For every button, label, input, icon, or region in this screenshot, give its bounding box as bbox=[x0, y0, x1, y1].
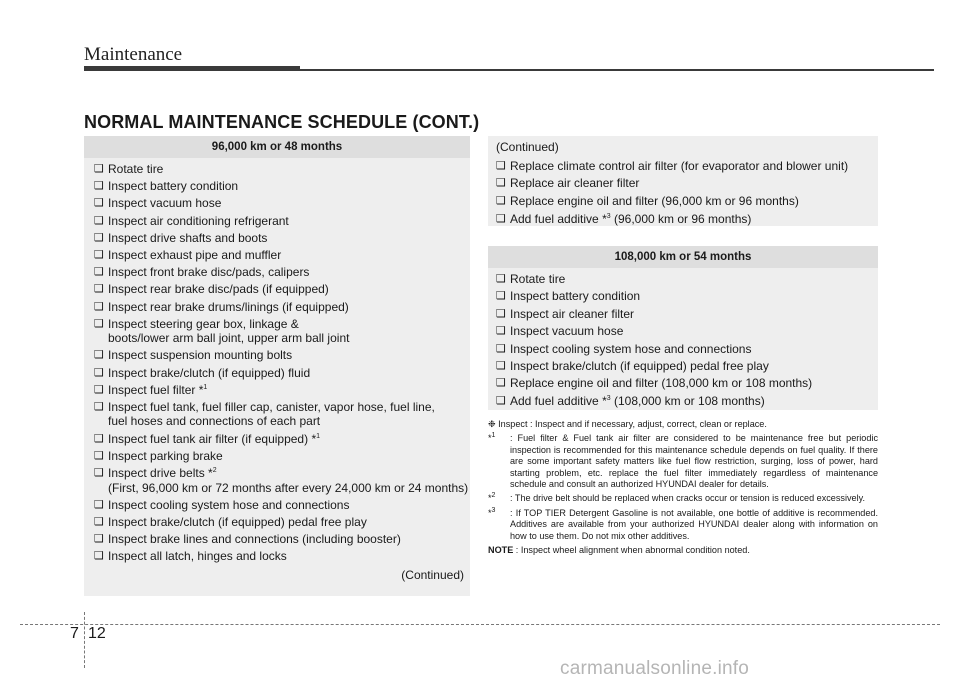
checklist-item bbox=[496, 394, 878, 409]
page-heading: NORMAL MAINTENANCE SCHEDULE (CONT.) bbox=[84, 112, 480, 132]
checkbox-icon: ❑ bbox=[94, 498, 104, 511]
checklist-item bbox=[94, 466, 470, 495]
footnote-marker: 1 bbox=[203, 383, 208, 391]
footnote-1: *$^1$ : Fuel filter & Fuel tank air filter are considered to be maintenance free but periodic inspection is recommended for this maintenance schedule depends on fuel quality. If there are some important safety matters like fuel flow restriction, surging, loss of power, hard starting problem, etc. replace the fuel filter immediately regardless of maintenance schedule and consult an authorized HYUNDAI dealer for details. bbox=[488, 432, 878, 490]
footnote-marker: 3 bbox=[606, 212, 611, 220]
checklist-item bbox=[94, 214, 470, 229]
schedule-box-continued bbox=[488, 136, 878, 226]
checklist-item bbox=[496, 159, 878, 174]
checklist-item-text: Inspect vacuum hose bbox=[510, 324, 624, 339]
checklist-item bbox=[496, 272, 878, 287]
footnotes bbox=[488, 419, 878, 559]
checkbox-icon: ❑ bbox=[496, 194, 506, 207]
checklist-item bbox=[496, 212, 878, 227]
checkbox-icon: ❑ bbox=[94, 248, 104, 261]
item-list bbox=[488, 268, 878, 415]
checklist-item-text: Inspect rear brake disc/pads (if equipped) bbox=[108, 282, 329, 297]
chapter-number: 7 bbox=[70, 625, 79, 642]
checklist-item bbox=[496, 359, 878, 374]
checkbox-icon: ❑ bbox=[496, 159, 506, 172]
checkbox-icon: ❑ bbox=[94, 515, 104, 528]
checkbox-icon: ❑ bbox=[496, 342, 506, 355]
checkbox-icon: ❑ bbox=[94, 283, 104, 296]
footnote-inspect: ❉ Inspect : Inspect and if necessary, adjust, correct, clean or replace. bbox=[488, 419, 767, 429]
footnote-2: *$^2$ : The drive belt should be replaced when cracks occur or tension is reduced excessively. bbox=[488, 492, 866, 504]
footnote-marker: 3 bbox=[606, 394, 611, 402]
checklist-item-text: Inspect air conditioning refrigerant bbox=[108, 213, 289, 228]
section-title: Maintenance bbox=[84, 44, 183, 65]
footnote-3: *$^3$ : If TOP TIER Detergent Gasoline is not available, one bottle of additive is recommended. Additives are available from your authorized HYUNDAI dealer along with information on how to use them. Do not mix other additives. bbox=[488, 506, 878, 541]
schedule-box-title: 96,000 km or 48 months bbox=[84, 136, 470, 158]
footnote-marker: 2 bbox=[212, 467, 217, 474]
checklist-item bbox=[496, 289, 878, 304]
checklist-item-text: Inspect cooling system hose and connections bbox=[108, 497, 350, 512]
continued-label: (Continued) bbox=[401, 568, 464, 583]
checklist-item bbox=[496, 342, 878, 357]
checklist-item bbox=[94, 532, 470, 547]
checklist-item bbox=[94, 449, 470, 464]
checklist-item bbox=[94, 432, 470, 447]
checklist-item bbox=[94, 400, 470, 429]
checklist-item bbox=[94, 383, 470, 398]
checklist-item bbox=[94, 248, 470, 263]
footnote-note: NOTE : Inspect wheel alignment when abnormal condition noted. bbox=[488, 545, 750, 556]
checkbox-icon: ❑ bbox=[94, 180, 104, 193]
checkbox-icon: ❑ bbox=[496, 359, 506, 372]
checkbox-icon: ❑ bbox=[496, 273, 506, 285]
checkbox-icon: ❑ bbox=[496, 377, 506, 390]
checkbox-icon: ❑ bbox=[94, 317, 104, 330]
schedule-box-96000 bbox=[84, 136, 470, 596]
footer-dashed-rule bbox=[20, 624, 940, 625]
checklist-item bbox=[94, 515, 470, 530]
checklist-item-text: Inspect brake/clutch (if equipped) pedal free play bbox=[510, 358, 769, 373]
checklist-item-text: Inspect rear brake drums/linings (if equipped) bbox=[108, 299, 349, 314]
checkbox-icon: ❑ bbox=[94, 349, 104, 362]
checkbox-icon: ❑ bbox=[496, 290, 506, 303]
checklist-item bbox=[94, 498, 470, 513]
checklist-item-text: Inspect exhaust pipe and muffler bbox=[108, 247, 282, 262]
checklist-item bbox=[94, 282, 470, 297]
checklist-item bbox=[94, 366, 470, 381]
checkbox-icon: ❑ bbox=[94, 266, 104, 279]
checklist-item-text: Inspect parking brake bbox=[108, 448, 223, 463]
checklist-item bbox=[496, 194, 878, 209]
checkbox-icon: ❑ bbox=[496, 394, 506, 407]
checklist-item-text: Inspect front brake disc/pads, calipers bbox=[108, 265, 310, 280]
checklist-item-text: Inspect brake/clutch (if equipped) fluid bbox=[108, 365, 311, 380]
checklist-item bbox=[94, 162, 470, 177]
checklist-item-text: Inspect fuel tank air filter (if equipped) * bbox=[108, 431, 317, 446]
checkbox-icon: ❑ bbox=[94, 366, 104, 379]
checklist-item-text: Inspect all latch, hinges and locks bbox=[108, 549, 287, 564]
checklist-item-text: Inspect drive shafts and boots bbox=[108, 230, 268, 245]
checklist-item-text-continued: (First, 96,000 km or 72 months after every 24,000 km or 24 months) bbox=[108, 480, 469, 495]
footnote-marker: 1 bbox=[316, 432, 321, 440]
checkbox-icon: ❑ bbox=[94, 197, 104, 210]
checkbox-icon: ❑ bbox=[496, 177, 506, 190]
checkbox-icon: ❑ bbox=[94, 467, 104, 479]
checklist-item-text: Inspect battery condition bbox=[510, 289, 641, 304]
checklist-item-suffix: (108,000 km or 108 months) bbox=[610, 393, 765, 408]
header-rule-thin bbox=[300, 69, 934, 71]
checklist-item-text: Replace engine oil and filter (108,000 km or 108 months) bbox=[510, 376, 813, 391]
item-list bbox=[84, 158, 470, 570]
continued-label: (Continued) bbox=[496, 140, 559, 154]
checklist-item-text: Rotate tire bbox=[510, 272, 566, 286]
checklist-item-text: Inspect drive belts * bbox=[108, 466, 213, 480]
checklist-item bbox=[94, 196, 470, 211]
watermark: carmanualsonline.info bbox=[560, 658, 750, 679]
checklist-item bbox=[94, 231, 470, 246]
checkbox-icon: ❑ bbox=[94, 400, 104, 413]
checklist-item-text-continued: boots/lower arm ball joint, upper arm ball joint bbox=[108, 331, 350, 346]
checkbox-icon: ❑ bbox=[94, 550, 104, 563]
inspect-symbol-icon: ❉ bbox=[488, 419, 499, 429]
schedule-box-108000 bbox=[488, 246, 878, 410]
checklist-item-text: Inspect steering gear box, linkage & bbox=[108, 316, 299, 331]
checklist-item bbox=[496, 324, 878, 339]
checklist-item-text: Rotate tire bbox=[108, 162, 164, 176]
checkbox-icon: ❑ bbox=[94, 383, 104, 396]
checklist-item bbox=[94, 265, 470, 280]
checklist-item bbox=[94, 549, 470, 564]
checklist-item-suffix: (96,000 km or 96 months) bbox=[610, 211, 752, 226]
checklist-item bbox=[496, 376, 878, 391]
checkbox-icon: ❑ bbox=[94, 449, 104, 462]
page-number: 12 bbox=[88, 625, 106, 642]
checkbox-icon: ❑ bbox=[496, 325, 506, 338]
checklist-item-text: Inspect battery condition bbox=[108, 179, 239, 194]
checklist-item bbox=[94, 179, 470, 194]
checklist-item-text-continued: fuel hoses and connections of each part bbox=[108, 414, 321, 429]
checkbox-icon: ❑ bbox=[496, 307, 506, 320]
checklist-item bbox=[496, 307, 878, 322]
checklist-item-text: Replace climate control air filter (for evaporator and blower unit) bbox=[510, 158, 849, 173]
checkbox-icon: ❑ bbox=[94, 214, 104, 227]
checklist-item-text: Inspect brake/clutch (if equipped) pedal free play bbox=[108, 514, 367, 529]
checkbox-icon: ❑ bbox=[94, 300, 104, 313]
checkbox-icon: ❑ bbox=[94, 432, 104, 445]
schedule-box-title: 108,000 km or 54 months bbox=[488, 246, 878, 268]
checklist-item bbox=[496, 176, 878, 191]
checklist-item-text: Inspect fuel filter * bbox=[108, 382, 204, 397]
checkbox-icon: ❑ bbox=[94, 163, 104, 175]
footer-dashed-divider bbox=[84, 612, 85, 668]
checklist-item-text: Inspect air cleaner filter bbox=[510, 306, 635, 321]
checklist-item-text: Add fuel additive * bbox=[510, 211, 607, 226]
checklist-item-text: Inspect vacuum hose bbox=[108, 196, 222, 211]
checklist-item-text: Add fuel additive * bbox=[510, 393, 607, 408]
checkbox-icon: ❑ bbox=[496, 212, 506, 225]
checklist-item-text: Inspect fuel tank, fuel filler cap, canister, vapor hose, fuel line, bbox=[108, 399, 435, 414]
checkbox-icon: ❑ bbox=[94, 533, 104, 546]
header-rule-thick bbox=[84, 66, 300, 71]
checklist-item bbox=[94, 348, 470, 363]
item-list bbox=[496, 159, 878, 227]
checklist-item-text: Replace engine oil and filter (96,000 km or 96 months) bbox=[510, 193, 799, 208]
checklist-item bbox=[94, 300, 470, 315]
checklist-item-text: Inspect brake lines and connections (including booster) bbox=[108, 532, 401, 547]
checklist-item bbox=[94, 317, 470, 346]
checklist-item-text: Replace air cleaner filter bbox=[510, 176, 640, 191]
checklist-item-text: Inspect suspension mounting bolts bbox=[108, 348, 293, 363]
checkbox-icon: ❑ bbox=[94, 231, 104, 244]
checklist-item-text: Inspect cooling system hose and connections bbox=[510, 341, 752, 356]
